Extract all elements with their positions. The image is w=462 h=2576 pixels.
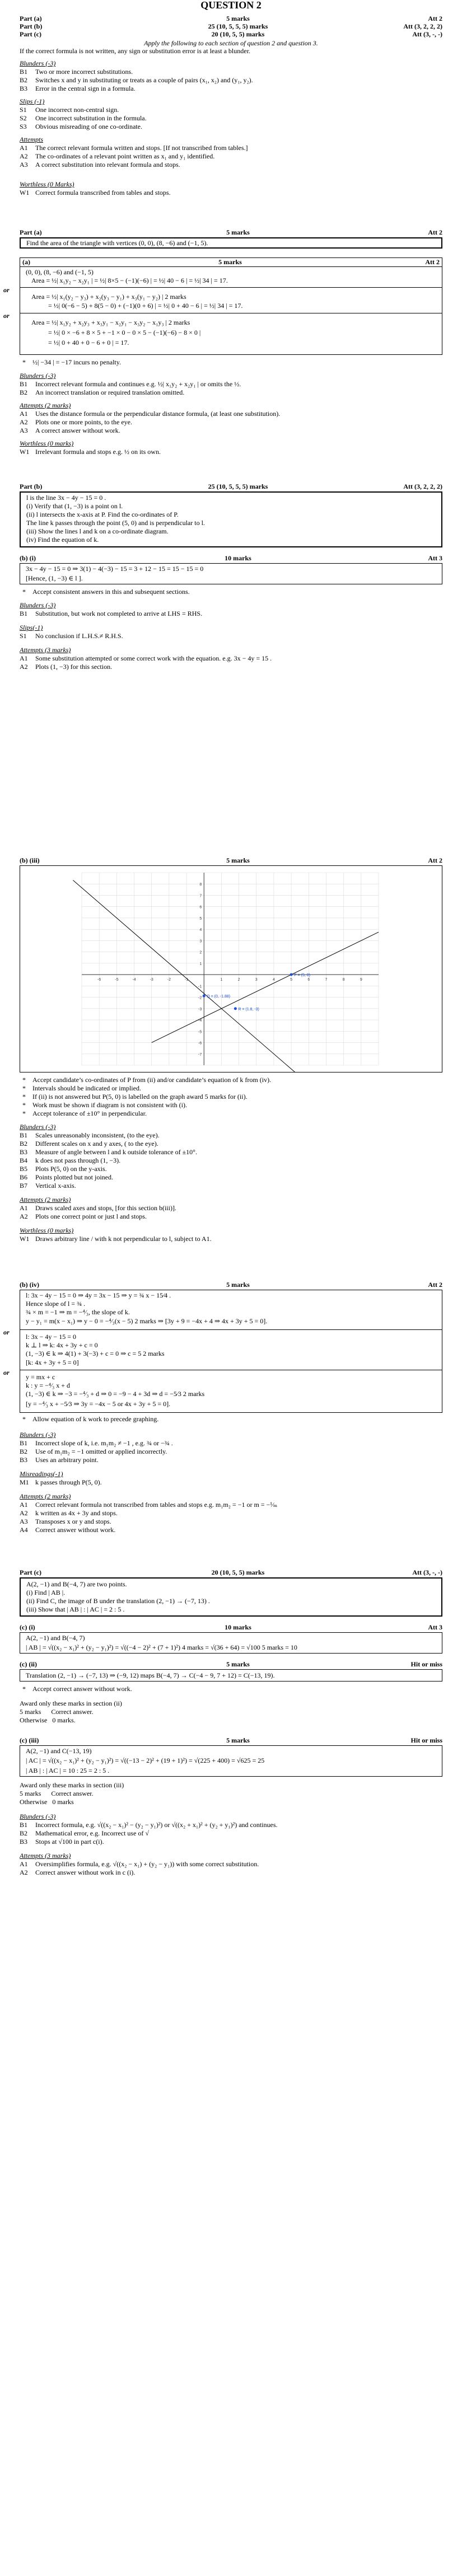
header-part: Part (a) xyxy=(20,15,42,22)
header-marks: 5 marks xyxy=(226,15,250,22)
list-item: S1 One incorrect non-central sign. xyxy=(20,106,119,114)
y-tick-label: 6 xyxy=(199,905,202,910)
list-item: S2 One incorrect substitution in the formula. xyxy=(20,114,147,122)
part-ciii-award: Award only these marks in section (iii) 5 marks Correct answer. Otherwise 0 marks xyxy=(20,1781,124,1806)
part-biv-note: * Allow equation of k work to precede graphing. xyxy=(22,1415,159,1423)
coordinate-diagram xyxy=(20,866,442,1072)
part-biii-graph-box xyxy=(20,865,442,1072)
part-a-row: Part (a) 5 marks Att 2 xyxy=(20,228,442,236)
list-item: A4 Correct answer without work. xyxy=(20,1526,116,1534)
part-a-solution-box xyxy=(3,257,442,355)
or-label: or xyxy=(3,286,10,294)
list-item: A1 Some substitution attempted or some correct work with the equation. e.g. 3x − 4y = 15 . xyxy=(20,654,272,662)
y-tick-label: -7 xyxy=(198,1052,202,1057)
part-a-sol2-line: = ½| 0(−6 − 5) + 8(5 − 0) + (−1)(0 + 6) | = ½| 0 + 40 − 6 | = ½| 34 | = 17. xyxy=(48,302,243,310)
part-ci-row: (c) (i) 10 marks Att 3 xyxy=(20,1623,442,1631)
part-cii-row: (c) (ii) 5 marks Hit or miss xyxy=(20,1660,442,1668)
x-tick-label: 5 xyxy=(290,978,293,982)
point-p xyxy=(290,973,293,976)
page-title: QUESTION 2 xyxy=(200,0,262,11)
part-biv-row: (b) (iv) 5 marks Att 2 xyxy=(20,1281,442,1289)
list-title: Worthless (0 Marks) xyxy=(20,180,74,188)
list-item: A2 Plots one correct point or just l and stops. xyxy=(20,1212,147,1220)
part-cii-award: Award only these marks in section (ii) 5 marks Correct answer. Otherwise 0 marks. xyxy=(20,1699,122,1724)
divider xyxy=(20,287,442,288)
part-b-row: Part (b) 25 (10, 5, 5, 5) marks Att (3, 2, 2, 2) xyxy=(20,483,442,490)
list-item: A3 A correct answer without work. xyxy=(20,427,120,434)
list-item: B1 Incorrect formula, e.g. √((x₂ − x₁)² − (y₂ − y₁)²) or √((x₂ + x₁)² + (y₂ + y₁)²) and continues. xyxy=(20,1821,278,1829)
header-att: Att 2 xyxy=(428,15,442,22)
part-c-lists: Blunders (-3) B1 Incorrect formula, e.g. √((x₂ − x₁)² − (y₂ − y₁)²) or √((x₂ + x₁)² + (y₂ + y₁)²) and continues. B2 Mathematical error, e.g. Incorrect use of √ B3 Stops at √100 in part c(i). Attempts (3 marks) A1 Oversimplifies formula, e.g. √((x₂ − x₁) + (y₂ − y₁)) with some correct substitution. A2 Correct answer without work in c (i). xyxy=(20,1812,445,1877)
list-title: Slips (-1) xyxy=(20,97,45,105)
list-item: B6 Points plotted but not joined. xyxy=(20,1173,114,1181)
y-tick-label: 1 xyxy=(199,962,202,966)
header-att: Att (3, -, -) xyxy=(412,30,442,38)
header-row-a xyxy=(20,15,442,23)
x-tick-label: 6 xyxy=(307,978,310,982)
header-row-b xyxy=(20,22,442,31)
list-item: * Accept tolerance of ±10° in perpendicular. xyxy=(22,1109,147,1117)
or-label: or xyxy=(3,1328,10,1336)
list-item: B2 Switches x and y in substituting or treats as a couple of pairs (x₁, x₂) and (y₁, y₂). xyxy=(20,76,253,84)
list-item: B7 Vertical x-axis. xyxy=(20,1182,76,1189)
y-tick-label: -4 xyxy=(198,1019,202,1023)
x-tick-label: 9 xyxy=(360,978,362,982)
y-tick-label: -5 xyxy=(198,1030,202,1034)
x-tick-label: -3 xyxy=(150,978,153,982)
part-a-sol3-line: = ½| 0 × −6 + 8 × 5 + −1 × 0 − 0 × 5 − (−1)(−6) − 8 × 0 | xyxy=(48,329,201,336)
part-bi-note: * Accept consistent answers in this and subsequent sections. xyxy=(22,588,190,596)
list-item: * If (ii) is not answered but P(5, 0) is labelled on the graph award 5 marks for (ii). xyxy=(22,1093,248,1100)
list-item: B1 Incorrect relevant formula and continues e.g. ½| x₁y₂ + x₂y₁ | or omits the ½. xyxy=(20,380,241,388)
header-row-c xyxy=(20,30,442,39)
x-tick-label: -2 xyxy=(167,978,171,982)
part-a-question-box xyxy=(20,237,442,249)
list-title: Attempts xyxy=(20,135,43,143)
part-biv-box: l: 3x − 4y − 15 = 0 ⇒ 4y = 3x − 15 ⇒ y = ¾ x − 15⁄4 . Hence slope of l = ¾ . ¾ × m = −1 ⇒ m = −⁴⁄₃, the slope of k. y − y₁ = m(x − x₁) ⇒ y − 0 = −⁴⁄₃(x − 5) 2 marks ⇒ [3y + 9 = −4x + 4 ⇒ 4x + 3y + 5 = 0]. or l: 3x − 4y − 15 = 0 k ⊥ l ⇒ k: 4x + 3y + c = 0 (1, −3) ∈ k ⇒ 4(1) + 3(−3) + c = 0 ⇒ c = 5 2 marks [k: 4x + 3y + 5 = 0] or y = mx + c k : y = −⁴⁄₃ x + d (1, −3) ∈ k ⇒ −3 = −⁴⁄₃ + d ⇒ 0 = −9 − 4 + 3d ⇒ d = −5⁄3 2 marks [y = −⁴⁄₃ x + −5⁄3 ⇒ 3y = −4x − 5 or 4x + 3y + 5 = 0]. xyxy=(20,1290,442,1413)
list-item: B3 Measure of angle between l and k outside tolerance of ±10°. xyxy=(20,1148,197,1156)
list-item: W1 Draws arbitrary line / with k not perpendicular to l, subject to A1. xyxy=(20,1235,212,1243)
part-biii-row: (b) (iii) 5 marks Att 2 xyxy=(20,856,442,864)
part-bi-box: 3x − 4y − 15 = 0 ⇒ 3(1) − 4(−3) − 15 = 3 + 12 − 15 = 15 − 15 = 0 [Hence, (1, −3) ∈ l ]. xyxy=(20,563,442,584)
part-cii-box: Translation (2, −1) → (−7, 13) ⇒ (−9, 12) maps B(−4, 7) → C(−4 − 9, 7 + 12) = C(−13, 19). xyxy=(20,1669,442,1682)
list-item: B1 Two or more incorrect substitutions. xyxy=(20,68,133,76)
x-tick-label: 8 xyxy=(342,978,345,982)
or-label: or xyxy=(3,1369,10,1376)
list-item: * Work must be shown if diagram is not consistent with (i). xyxy=(22,1101,187,1109)
or-label: or xyxy=(3,312,10,320)
point-r-label: R = (1.8, -3) xyxy=(238,1007,259,1011)
list-item: B1 Substitution, but work not completed to arrive at LHS = RHS. xyxy=(20,610,203,617)
point-r xyxy=(234,1007,237,1010)
list-item: A1 Uses the distance formula or the perpendicular distance formula, (at least one substitution). xyxy=(20,410,281,418)
list-item: W1 Correct formula transcribed from tables and stops. xyxy=(20,189,171,196)
y-tick-label: -2 xyxy=(198,996,202,1000)
list-item: S3 Obvious misreading of one co-ordinate. xyxy=(20,123,142,130)
list-title: Blunders (-3) xyxy=(20,59,56,67)
part-a-sol3-line: Area = ½| x₁y₂ + x₂y₃ + x₃y₁ − x₂y₁ − x₃y₂ − x₁y₃ | 2 marks xyxy=(31,319,190,326)
part-bi-lists: Blunders (-3) B1 Substitution, but work not completed to arrive at LHS = RHS. Slips(-1) S1 No conclusion if L.H.S.≠ R.H.S. Attempts (3 marks) A1 Some substitution attempted or some correct work with the equation. e.g. 3x − 4y = 15 . A2 Plots (1, −3) for this section. xyxy=(20,601,445,671)
general-instruction: Apply the following to each section of question 2 and question 3. xyxy=(144,39,318,47)
list-item: B3 Stops at √100 in part c(i). xyxy=(20,1838,104,1846)
header-marks: 25 (10, 5, 5, 5) marks xyxy=(208,22,268,30)
part-biii-notes xyxy=(22,1076,448,1118)
list-item: B2 Mathematical error, e.g. Incorrect use of √ xyxy=(20,1829,150,1837)
header-att: Att (3, 2, 2, 2) xyxy=(403,22,442,30)
list-item: M1 k passes through P(5, 0). xyxy=(20,1478,102,1486)
list-item: B3 Uses an arbitrary point. xyxy=(20,1456,99,1464)
part-a-sol3-line: = ½| 0 + 40 + 0 − 6 + 0 | = 17. xyxy=(48,339,129,346)
y-tick-label: 5 xyxy=(199,916,202,921)
list-item: A2 The co-ordinates of a relevant point written as x₁ and y₁ identified. xyxy=(20,152,215,160)
y-tick-label: -6 xyxy=(198,1041,202,1046)
part-a-sol1-line: (0, 0), (8, −6) and (−1, 5) xyxy=(26,268,94,276)
list-item: B3 Error in the central sign in a formula. xyxy=(20,85,136,92)
y-tick-label: 4 xyxy=(199,928,202,933)
part-c-row: Part (c) 20 (10, 5, 5) marks Att (3, -, -) xyxy=(20,1568,442,1576)
point-q-label: Q = (0, -1.88) xyxy=(207,995,231,999)
header-part: Part (b) xyxy=(20,22,43,30)
header-marks: 20 (10, 5, 5) marks xyxy=(211,30,265,38)
list-item: A2 Correct answer without work in c (i). xyxy=(20,1868,136,1876)
list-item: A2 k written as 4x + 3y and stops. xyxy=(20,1509,118,1517)
x-tick-label: 4 xyxy=(272,978,275,982)
point-p-label: P = (5, 0) xyxy=(294,973,310,978)
general-lists xyxy=(20,59,445,197)
divider xyxy=(20,1329,442,1330)
x-tick-label: 7 xyxy=(325,978,328,982)
part-a-box-head: (a) 5 marks Att 2 xyxy=(20,258,442,267)
list-item: A1 Oversimplifies formula, e.g. √((x₂ − x₁) + (y₂ − y₁)) with some correct substitution. xyxy=(20,1860,259,1868)
part-a-sol1-line: Area = ½| x₁y₂ − x₂y₁ | = ½| 8×5 − (−1)(−6) | = ½| 40 − 6 | = ½| 34 | = 17. xyxy=(31,277,228,284)
y-tick-label: 8 xyxy=(199,883,202,887)
part-a-question: Find the area of the triangle with vertices (0, 0), (8, −6) and (−1, 5). xyxy=(26,239,208,247)
list-item: W1 Irrelevant formula and stops e.g. ½ on its own. xyxy=(20,448,161,456)
list-item: A3 Transposes x or y and stops. xyxy=(20,1518,111,1525)
part-a-sol2-line: Area = ½| x₁(y₂ − y₃) + x₂(y₃ − y₁) + x₃(y₁ − y₂) | 2 marks xyxy=(31,293,186,301)
part-c-question-box: A(2, −1) and B(−4, 7) are two points. (i) Find | AB |. (ii) Find C, the image of B under the translation (2, −1) → (−7, 13) . (iii) Show that | AB | : | AC | = 2 : 5 . xyxy=(20,1577,442,1617)
part-biv-lists: Blunders (-3) B1 Incorrect slope of k, i.e. m₁m₂ ≠ −1 , e.g. ¾ or −¾ . B2 Use of m₁m₂ = −1 omitted or applied incorrectly. B3 Uses an arbitrary point. Misreadings(-1) M1 k passes through P(5, 0). Attempts (2 marks) A1 Correct relevant formula not transcribed from tables and stops e.g. m₁m₂ = −1 or m = −¹⁄ₘ A2 k written as 4x + 3y and stops. A3 Transposes x or y and stops. A4 Correct answer without work. xyxy=(20,1431,445,1534)
part-b-question-box: l is the line 3x − 4y − 15 = 0 . (i) Verify that (1, −3) is a point on l. (ii) l intersects the x-axis at P. Find the co-ordinates of P. The line k passes through the point (5, 0) and is perpendicular to l. (iii) Show the lines l and k on a co-ordinate diagram. (iv) Find the equation of k. xyxy=(20,491,442,547)
point-q xyxy=(203,995,206,997)
x-tick-label: -1 xyxy=(184,978,189,982)
list-item: * Accept candidate’s co-ordinates of P from (ii) and/or candidate’s equation of k from (iv). xyxy=(22,1076,272,1084)
list-item: B2 Use of m₁m₂ = −1 omitted or applied incorrectly. xyxy=(20,1448,167,1455)
list-item: A3 A correct substitution into relevant formula and stops. xyxy=(20,161,180,168)
y-tick-label: -3 xyxy=(198,1007,202,1011)
part-cii-note: * Accept correct answer without work. xyxy=(22,1685,132,1693)
list-item: A2 Plots (1, −3) for this section. xyxy=(20,663,113,671)
y-tick-label: 3 xyxy=(199,939,202,944)
list-item: A2 Plots one or more points, to the eye. xyxy=(20,418,132,426)
x-tick-label: 2 xyxy=(237,978,240,982)
part-ciii-box: A(2, −1) and C(−13, 19) | AC | = √((x₂ − x₁)² + (y₂ − y₁)²) = √((−13 − 2)² + (19 + 1)²) = √(225 + 400) = √625 = 25 | AB | : | AC | = 10 : 25 = 2 : 5 . xyxy=(20,1745,442,1777)
x-tick-label: -4 xyxy=(132,978,136,982)
part-bi-row: (b) (i) 10 marks Att 3 xyxy=(20,554,442,562)
part-a-lists: Blunders (-3) B1 Incorrect relevant formula and continues e.g. ½| x₁y₂ + x₂y₁ | or omits the ½. B2 An incorrect translation or required translation omitted. Attempts (2 marks) A1 Uses the distance formula or the perpendicular distance formula, (at least one substitution). A2 Plots one or more points, to the eye. A3 A correct answer without work. Worthless (0 marks) W1 Irrelevant formula and stops e.g. ½ on its own. xyxy=(20,372,445,456)
header-part: Part (c) xyxy=(20,30,41,38)
part-ciii-row: (c) (iii) 5 marks Hit or miss xyxy=(20,1736,442,1744)
list-item: B1 Scales unreasonably inconsistent, (to the eye). xyxy=(20,1131,160,1139)
list-item: A1 The correct relevant formula written and stops. [If not transcribed from tables.] xyxy=(20,144,248,152)
part-ci-box: A(2, −1) and B(−4, 7) | AB | = √((x₂ − x₁)² + (y₂ − y₁)²) = √((−4 − 2)² + (7 + 1)²) 4 marks = √(36 + 64) = √100 5 marks = 10 xyxy=(20,1632,442,1654)
part-a-note: * ½| −34 | = −17 incurs no penalty. xyxy=(22,358,121,366)
list-item: B1 Incorrect slope of k, i.e. m₁m₂ ≠ −1 , e.g. ¾ or −¾ . xyxy=(20,1439,173,1447)
y-tick-label: -1 xyxy=(198,985,202,989)
x-tick-label: 1 xyxy=(220,978,223,982)
general-note: If the correct formula is not written, any sign or substitution error is at least a blunder. xyxy=(20,47,250,55)
x-tick-label: -6 xyxy=(97,978,101,982)
x-tick-label: 3 xyxy=(255,978,258,982)
list-item: A1 Draws scaled axes and stops, [for this section b(iii)]. xyxy=(20,1204,176,1212)
part-biii-lists: Blunders (-3) B1 Scales unreasonably inconsistent, (to the eye). B2 Different scales on x and y axes, ( to the eye). B3 Measure of angle between l and k outside tolerance of ±10°. B4 k does not pass through (1, −3). B5 Plots P(5, 0) on the y-axis. B6 Points plotted but not joined. B7 Vertical x-axis. Attempts (2 marks) A1 Draws scaled axes and stops, [for this section b(iii)]. A2 Plots one correct point or just l and stops. Worthless (0 marks) W1 Draws arbitrary line / with k not perpendicular to l, subject to A1. xyxy=(20,1123,445,1243)
list-item: * Intervals should be indicated or implied. xyxy=(22,1084,141,1092)
list-item: B2 Different scales on x and y axes, ( to the eye). xyxy=(20,1140,158,1148)
y-tick-label: 2 xyxy=(199,950,202,955)
list-item: A1 Correct relevant formula not transcribed from tables and stops e.g. m₁m₂ = −1 or m = −¹⁄ₘ xyxy=(20,1501,278,1509)
list-item: B5 Plots P(5, 0) on the y-axis. xyxy=(20,1165,107,1173)
x-tick-label: -5 xyxy=(115,978,119,982)
line-l xyxy=(152,932,379,1042)
list-item: B4 k does not pass through (1, −3). xyxy=(20,1156,121,1164)
list-item: S1 No conclusion if L.H.S.≠ R.H.S. xyxy=(20,632,123,640)
y-tick-label: 7 xyxy=(199,894,202,898)
list-item: B2 An incorrect translation or required translation omitted. xyxy=(20,388,185,396)
